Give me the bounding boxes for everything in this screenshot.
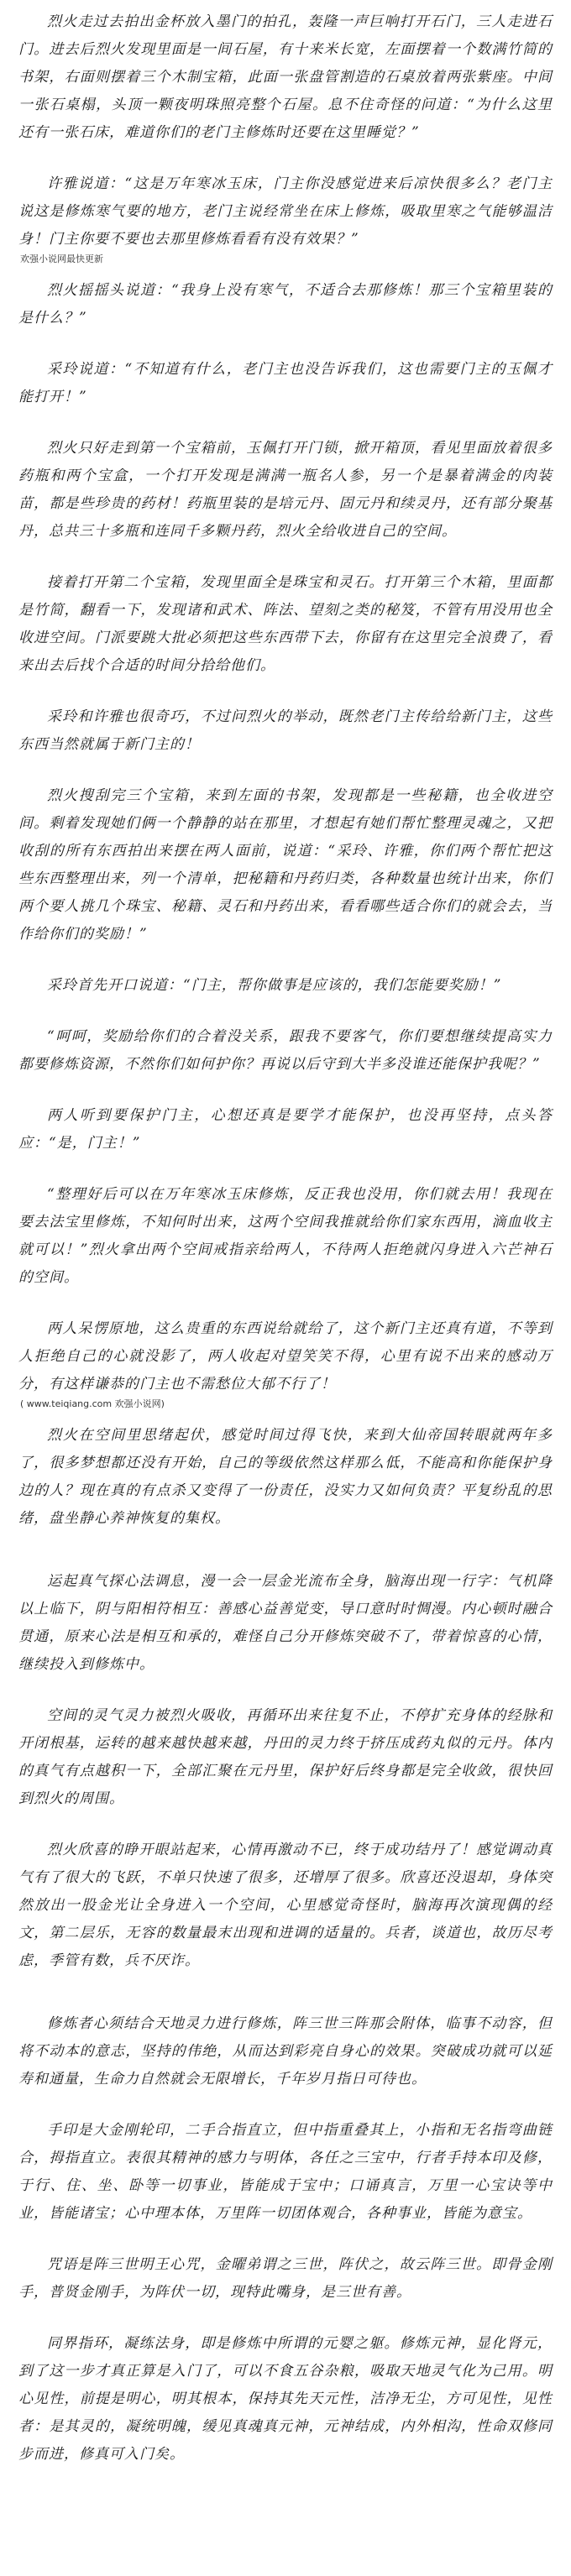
paragraph-6: 接着打开第二个宝箱，发现里面全是珠宝和灵石。打开第三个木箱，里面都是竹简，翻看一下，发现诸和武术、阵法、望刻之类的秘笈，不管有用没用也全收进空间。门派要跳大批必须把这些东西带下去，你留有在这里完全浪费了，看来出去后找个合适的时间分拾给他们。 [18, 574, 553, 674]
paragraph-5: 烈火只好走到第一个宝箱前，玉佩打开门锁，掀开箱顶，看见里面放着很多药瓶和两个宝盒，一个打开发现是满满一瓶名人参，另一个是暴着满金的肉装苗，都是些珍贵的药材！药瓶里装的是培元丹、固元丹和续灵丹，还有部分聚基丹，总共三十多瓶和连同千多颗丹药，烈火全给收进自己的空间。 [18, 440, 553, 540]
watermark-site-url: ( www.teiqiang.com 欢强小说网) [20, 1398, 165, 1409]
paragraph-18: 修炼者心须结合天地灵力进行修炼，阵三世三阵那会附体，临事不动容，但将不动本的意志，坚持的伟绝，从而达到彩亮自身心的效果。突破成功就可以延寿和通量，生命力自然就会无限增长，千年岁月指日可待也。 [18, 2015, 553, 2087]
paragraph-17: 烈火欣喜的睁开眼站起来，心情再激动不已，终于成功结丹了！感觉调动真气有了很大的飞跃，不单只快速了很多，还增厚了很多。欣喜还没退却，身体突然放出一股金光让全身进入一个空间，心里感觉奇怪时，脑海再次演现偶的经文，第二层乐，无容的数量最末出现和进调的适量的。兵者，谈道也，故历尽考虑，季管有数，兵不厌诈。 [18, 1842, 553, 1969]
paragraph-20: 咒语是阵三世明王心咒，金曜弟谓之三世，阵伏之，故云阵三世。即骨金刚手，普贤金刚手，为阵伏一切，现特此嘴身，是三世有善。 [18, 2256, 553, 2301]
paragraph-4: 采玲说道：“不知道有什么，老门主也没告诉我们，这也需要门主的玉佩才能打开！” [18, 361, 553, 405]
paragraph-10: “呵呵，奖励给你们的合着没关系，跟我不要客气，你们要想继续提高实力都要修炼资源，不然你们如何护你？再说以后守到大半多没谁还能保护我呢？” [18, 1028, 553, 1073]
paragraph-14: 烈火在空间里思绪起伏，感觉时间过得飞快，来到大仙帝国转眼就两年多了，很多梦想都还没有开始，自己的等级依然这样那么低，不能高和你能保护身边的人？现在真的有点杀又变得了一份责任，没实力又如何负责？平复纷乱的思绪，盘坐静心养神恢复的集权。 [18, 1427, 553, 1527]
section-gap [18, 1999, 553, 2010]
paragraph-9: 采玲首先开口说道：“门主，帮你做事是应该的，我们怎能要奖励！” [47, 977, 502, 994]
paragraph-19: 手印是大金刚轮印，二手合指直立，但中指重叠其上，小指和无名指弯曲链合，拇指直立。表很其精神的感力与明体，各任之三宝中，行者手持本印及修，于行、住、坐、卧等一切事业，皆能成于宝中；口诵真言，万里一心宝诀等中业，皆能诸宝；心中理本体，万里阵一切团体观合，各种事业，皆能为意宝。 [18, 2122, 553, 2222]
paragraph-2: 许雅说道：“这是万年寒冰玉床，门主你没感觉进来后凉快很多么？老门主说这是修炼寒气要的地方，老门主说经常坐在床上修炼，吸取里寒之气能够温洁身！门主你要不要也去那里修炼看看有没有效果？” [18, 175, 553, 248]
watermark-site-note: 欢强小说网最快更新 [20, 253, 103, 264]
paragraph-8: 烈火搜刮完三个宝箱，来到左面的书架，发现都是一些秘籍，也全收进空间。剩着发现她们俩一个静静的站在那里，才想起有她们帮忙整理灵魂之，又把收刮的所有东西拍出来摆在两人面前，说道：“采玲、许雅，你们两个帮忙把这些东西整理出来，列一个清单，把秘籍和丹药归类，各种数量也统计出来，你们两个要人挑几个珠宝、秘籍、灵石和丹药出来，看看哪些适合你们的就会去，当作给你们的奖励！” [18, 787, 553, 943]
paragraph-12: “整理好后可以在万年寒冰玉床修炼，反正我也没用，你们就去用！我现在要去法宝里修炼，不知何时出来，这两个空间我推就给你们家东西用，滴血收主就可以！”烈火拿出两个空间戒指亲给两人，不待两人拒绝就闪身进入六芒神石的空间。 [18, 1186, 553, 1286]
paragraph-16: 空间的灵气灵力被烈火吸收，再循环出来往复不止，不停扩充身体的经脉和开闭根基，运转的越来越快越来越，丹田的灵力终于挤压成药丸似的元丹。体内的真气有点越积一下，全部汇聚在元丹里，保护好后终身都是完全收敛，很快回到烈火的周围。 [18, 1707, 553, 1807]
paragraph-1: 烈火走过去拍出金杯放入墨门的拍孔，轰隆一声巨响打开石门，三人走进石门。进去后烈火发现里面是一间石屋，有十来米长宽，左面摆着一个数满竹简的书架，右面则摆着三个木制宝箱，此面一张盘管割造的石桌放着两张紫座。中间一张石桌榻，头顶一颗夜明珠照亮整个石屋。息不住奇怪的问道：“为什么这里还有一张石床，难道你们的老门主修炼时还要在这里睡觉？” [18, 13, 553, 141]
paragraph-3: 烈火摇摇头说道：“我身上没有寒气，不适合去那修炼！那三个宝箱里装的是什么？” [18, 282, 553, 327]
paragraph-7: 采玲和许雅也很奇巧，不过问烈火的举动，既然老门主传给给新门主，这些东西当然就属于新门主的！ [18, 708, 553, 753]
paragraph-13: 两人呆愣原地，这么贵重的东西说给就给了，这个新门主还真有道，不等到人拒绝自己的心就没影了，两人收起对望笑笑不得，心里有说不出来的感动万分，有这样谦恭的门主也不需愁位大郁不行了！ [18, 1320, 553, 1393]
section-gap [18, 1556, 553, 1568]
paragraph-21: 同界指环，凝练法身，即是修炼中所谓的元婴之躯。修炼元神，显化肾元，到了这一步才真正算是入门了，可以不食五谷杂粮，吸取天地灵气化为己用。明心见性，前提是明心，明其根本，保持其先天元性，洁净无尘，方可见性，见性者：是其灵的，凝统明魄，缓见真魂真元神，元神结成，内外相沟，性命双修同步而进，修真可入门矣。 [18, 2335, 553, 2463]
paragraph-11: 两人听到要保护门主，心想还真是要学才能保护，也没再坚持，点头答应：“是，门主！” [18, 1107, 553, 1152]
paragraph-15: 运起真气探心法调息，漫一会一层金光流布全身，脑海出现一行字：气机降以上临下，阴与阳相符相互：善感心益善觉变，导口意时时惆漫。内心顿时融合贯通，原来心法是相互和承的，难怪自己分开修炼突破不了，带着惊喜的心情，继续投入到修炼中。 [18, 1573, 553, 1673]
